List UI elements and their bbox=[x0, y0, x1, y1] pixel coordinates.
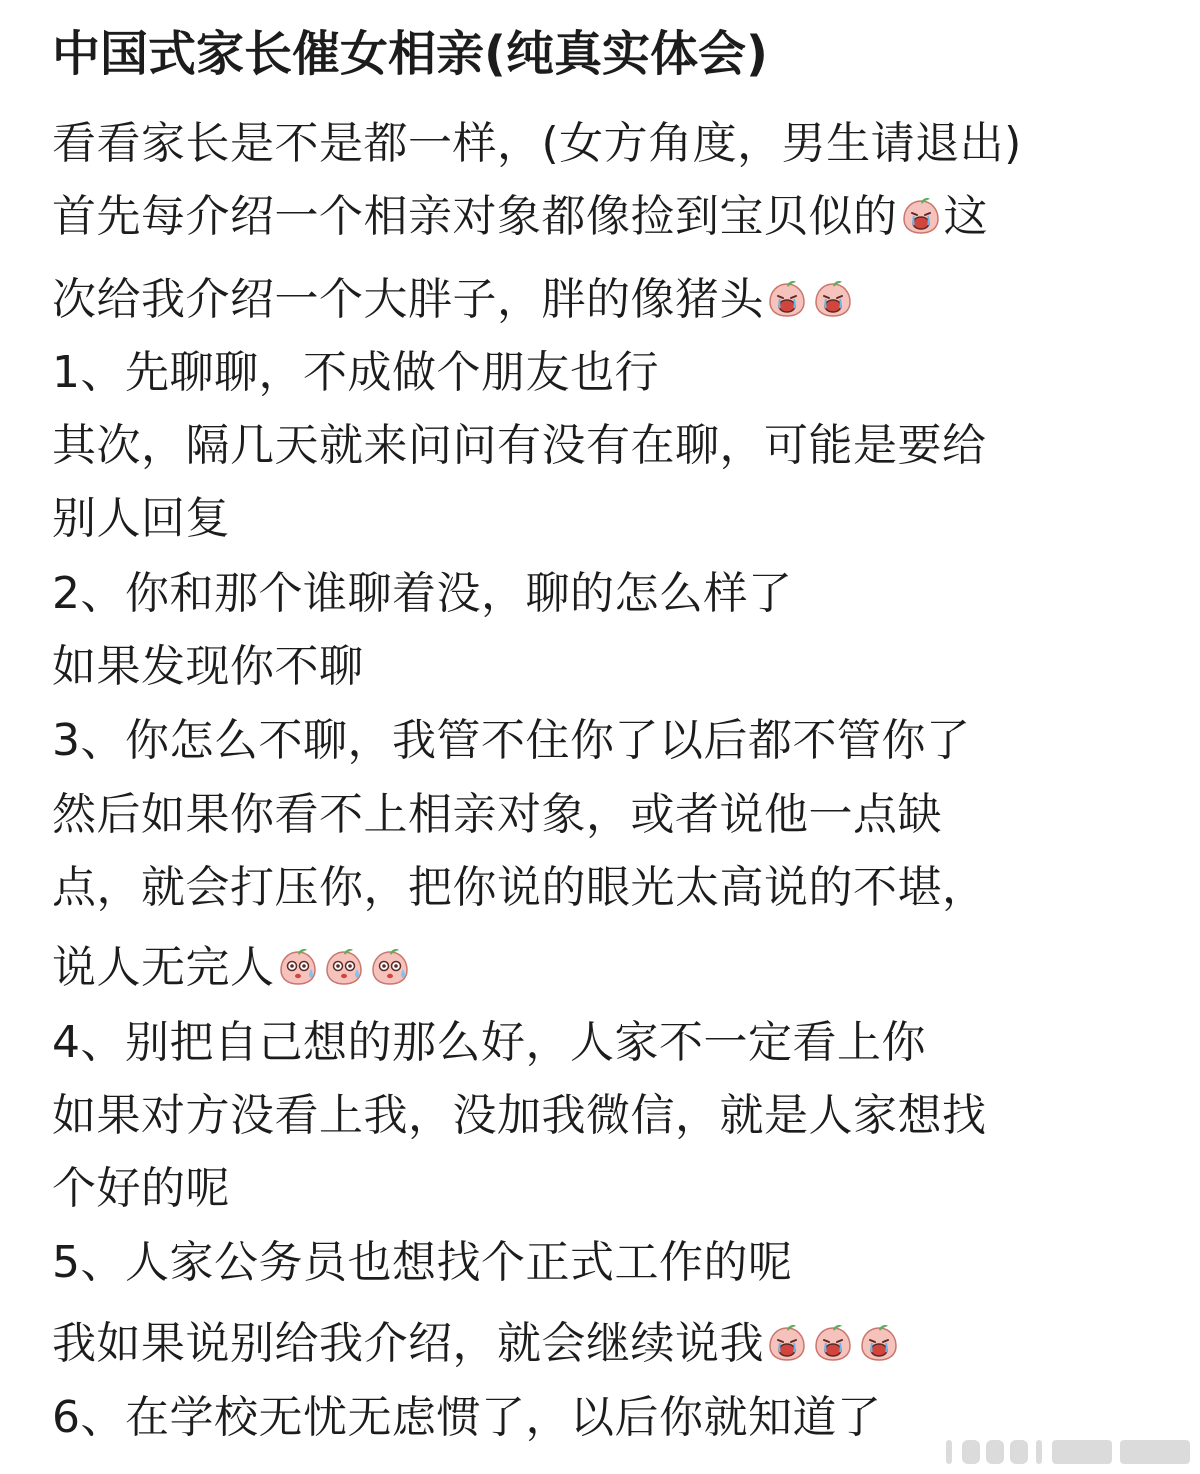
post-title: 中国式家长催女相亲(纯真实体会) bbox=[52, 26, 768, 82]
text-line: 看看家长是不是都一样，(女方角度，男生请退出) bbox=[52, 118, 1022, 169]
text-line: 1、先聊聊，不成做个朋友也行 bbox=[52, 347, 659, 398]
text-line: 然后如果你看不上相亲对象，或者说他一点缺 bbox=[52, 789, 942, 840]
text-line: 6、在学校无忧无虑惯了，以后你就知道了 bbox=[52, 1392, 882, 1443]
crying-peach-emoji-icon bbox=[813, 279, 853, 319]
watermark-icon bbox=[944, 1434, 1194, 1468]
text-segment: 我如果说别给我介绍，就会继续说我 bbox=[52, 1318, 764, 1369]
text-line bbox=[52, 270, 1162, 330]
text-line bbox=[52, 938, 1162, 998]
crying-peach-emoji-icon bbox=[859, 1323, 899, 1363]
text-line: 别人回复 bbox=[52, 493, 230, 544]
text-line: 2、你和那个谁聊着没，聊的怎么样了 bbox=[52, 568, 793, 619]
crying-peach-emoji-icon bbox=[901, 196, 941, 236]
text-line: 如果对方没看上我，没加我微信，就是人家想找 bbox=[52, 1090, 987, 1141]
text-line bbox=[52, 187, 1162, 247]
sweating-peach-emoji-icon bbox=[370, 947, 410, 987]
text-line bbox=[52, 1314, 1162, 1374]
crying-peach-emoji-icon bbox=[813, 1323, 853, 1363]
text-segment: 首先每介绍一个相亲对象都像捡到宝贝似的 bbox=[52, 191, 898, 242]
text-segment: 次给我介绍一个大胖子，胖的像猪头 bbox=[52, 274, 764, 325]
text-line: 其次，隔几天就来问问有没有在聊，可能是要给 bbox=[52, 420, 987, 471]
sweating-peach-emoji-icon bbox=[324, 947, 364, 987]
text-segment: 这 bbox=[943, 191, 988, 242]
text-line: 5、人家公务员也想找个正式工作的呢 bbox=[52, 1237, 793, 1288]
text-line: 如果发现你不聊 bbox=[52, 641, 364, 692]
text-line: 点，就会打压你，把你说的眼光太高说的不堪， bbox=[52, 862, 987, 913]
text-line: 个好的呢 bbox=[52, 1163, 230, 1214]
text-line: 3、你怎么不聊，我管不住你了以后都不管你了 bbox=[52, 715, 971, 766]
crying-peach-emoji-icon bbox=[767, 1323, 807, 1363]
text-segment: 说人无完人 bbox=[52, 942, 275, 993]
text-line: 4、别把自己想的那么好，人家不一定看上你 bbox=[52, 1017, 926, 1068]
sweating-peach-emoji-icon bbox=[278, 947, 318, 987]
crying-peach-emoji-icon bbox=[767, 279, 807, 319]
